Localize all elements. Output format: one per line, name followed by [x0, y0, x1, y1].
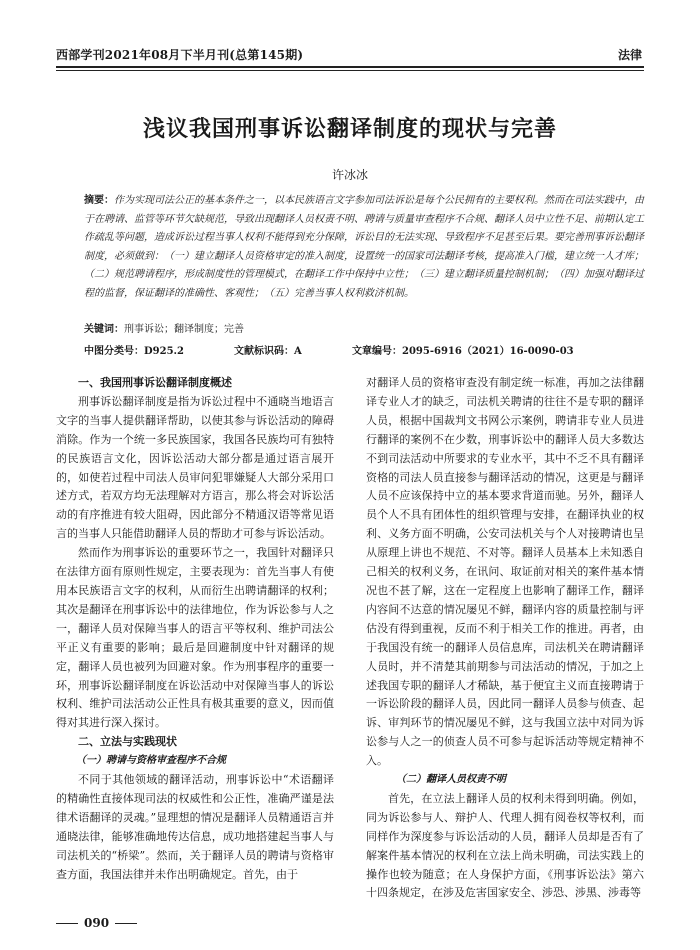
paragraph: 对翻译人员的资格审查没有制定统一标准，再加之法律翻译专业人才的缺乏，司法机关聘请的往往不是专职的翻译人员，根据中国裁判文书网公示案例，聘请非专业人员进行翻译的案例不在少数，刑事诉讼中的翻译人员大多数达不到司法活动中所要求的专业水平，其中不乏不具有翻译资格的司法人员直接参与翻译活动的情况，这更是与翻译人员不应该保持中立的基本要求背道而驰。另外，翻译人员个人不具有团体性的组织管理与安排，在翻译执业的权利、义务方面不明确，公安司法机关与个人对接聘请也呈从原理上讲也不规范、不对等。翻译人员基本上未知悉自己相关的权利义务，在讯问、取证前对相关的案件基本情况也不甚了解，这在一定程度上也影响了翻译工作，翻译内容间不达意的情况屡见不鲜，翻译内容的质量控制与评估没有得到重视，反而不利于相关工作的推进。再者，由于我国没有统一的翻译人员信息库，司法机关在聘请翻译人员时，并不清楚其前期参与司法活动的情况，于加之上述我国专职的翻译人才稀缺，基于便宜主义而直接聘请于一诉讼阶段的翻译人员，因此同一翻译人员参与侦查、起诉、审判环节的情况屡见不鲜，这与我国立法中对同为诉讼参与人之一的侦查人员不可参与起诉活动等规定精神不入。: [366, 376, 644, 768]
left-column: [56, 374, 334, 884]
paragraph: 首先，在立法上翻译人员的权利未得到明确。例如，同为诉讼参与人、辩护人、代理人拥有阅卷权等权利，而同样作为深度参与诉讼活动的人员，翻译人员却是否有了解案件基本情况的权利在立法上尚未明确，司法实践上的操作也较为随意；在人身保护方面，《刑事诉讼法》第六十四条规定，在涉及危害国家安全、涉恐、涉黑、涉毒等: [366, 791, 644, 900]
section-label: 法律: [617, 48, 642, 62]
keywords-label: 关键词：: [84, 324, 124, 335]
section-heading-1: 一、我国刑事诉讼翻译制度概述: [78, 376, 232, 389]
paragraph: 然而作为刑事诉讼的重要环节之一，我国针对翻译只在法律方面有原则性规定，主要表现为：首先当事人有使用本民族语言文字的权利，从而衍生出聘请翻译的权利；其次是翻译在刑事诉讼中的法律地位，作为诉讼参与人之一，翻译人员对保障当事人的语言平等权利、维护司法公平正义有重要的影响；最后是回避制度中针对翻译的规定，翻译人员也被列为回避对象。作为刑事程序的重要一环，刑事诉讼翻译制度在诉讼活动中对保障当事人的诉讼权利、维护司法活动公正性具有极其重要的意义，因而值得对其进行深入探讨。: [56, 546, 334, 730]
abstract-label: 摘要：: [84, 195, 114, 206]
article-title: 浅议我国刑事诉讼翻译制度的现状与完善: [142, 116, 557, 142]
paragraph: 刑事诉讼翻译制度是指为诉讼过程中不通晓当地语言文字的当事人提供翻译帮助，以使其参与诉讼活动的障碍消除。作为一个统一多民族国家，我国各民族均可有独特的民族语言文化，因诉讼活动大部分都是通过语言展开的，如使若过程中司法人员审问犯罪嫌疑人大部分采用口述方式，若双方均无法理解对方语言，那么将会对诉讼活动的有序推进有较大阻碍，因此部分不精通汉语等常见语言的当事人只能借助翻译人员的帮助才可参与诉讼活动。: [56, 394, 334, 541]
header-rule-thick: [56, 66, 644, 68]
abstract-text: 作为实现司法公正的基本条件之一，以本民族语言文字参加司法诉讼是每个公民拥有的主要权利。然而在司法实践中，由于在聘请、监管等环节欠缺规范，导致出现翻译人员权责不明、聘请与质量审查程序不合规、翻译人员中立性不足、前期认定工作疏乱等问题，造成诉讼过程当事人权利不能得到充分保障，诉讼目的无法实现、导致程序不足甚至后果。要完善刑事诉讼翻译制度，必须做到：（一）建立翻译人员资格审定的准入制度，设置统一的国家司法翻译考核，提高准入门槛，建立统一人才库；（二）规范聘请程序，形成制度性的管理模式，在翻译工作中保持中立性；（三）建立翻译质量控制机制；（四）加强对翻译过程的监督，保证翻译的准确性、客观性；（五）完善当事人权利救济机制。: [84, 195, 644, 299]
subsection-heading-1: （一）聘请与资格审查程序不合规: [76, 755, 226, 767]
document-code: 文献标识码：A: [234, 346, 302, 357]
journal-header: 西部学刊2021年08月下半月刊(总第145期): [56, 48, 304, 62]
right-column: [366, 374, 644, 903]
abstract: [84, 192, 644, 303]
subsection-heading-2: （二）翻译人员权责不明: [396, 774, 506, 786]
paragraph: 不同于其他领域的翻译活动，刑事诉讼中“术语翻译的精确性直接体现司法的权威性和公正性，准确严谨是法律术语翻译的灵魂。”显理想的情况是翻译人员精通语言并通晓法律，能够准确地传达信息，成功地搭建起当事人与司法机关的“桥梁”。然而，关于翻译人员的聘请与资格审查方面，我国法律并未作出明确规定。首先，由于: [56, 773, 334, 881]
clc-number: 中图分类号：D925.2: [84, 346, 184, 357]
section-heading-2: 二、立法与实践现状: [78, 735, 177, 749]
article-number: 文章编号：2095-6916（2021）16-0090-03: [352, 346, 574, 357]
header-rule-thin: [56, 70, 644, 71]
keywords: [84, 320, 244, 335]
keywords-text: 刑事诉讼；翻译制度；完善: [124, 324, 244, 335]
article-author: 许冰冰: [331, 168, 368, 182]
page-number: 090: [56, 916, 137, 930]
